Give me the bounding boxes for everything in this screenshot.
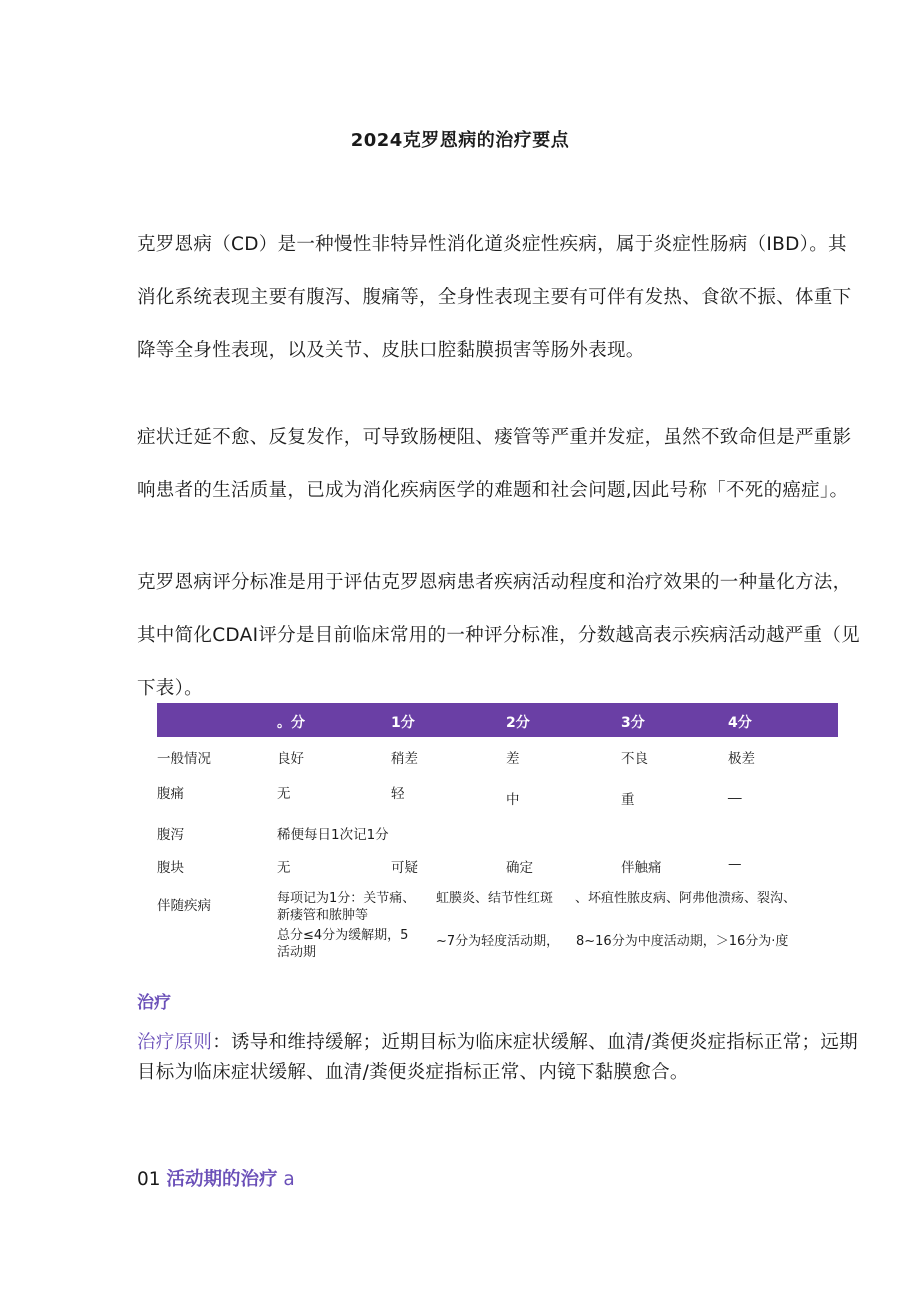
row-label: 伴随疾病 [157,898,211,914]
table-row [157,747,838,771]
table-header [157,703,838,737]
row-label: 腹块 [157,860,184,876]
accompany-cell: 、坏疽性脓皮病、阿弗他溃疡、裂沟、 [575,891,797,906]
accompany-cell [277,890,415,924]
summary-line: 总分≤4分为缓解期，5 [277,928,409,943]
header-score-4: 4分 [728,715,752,731]
summary-line: 活动期 [277,945,317,960]
treatment-heading: 治疗 [137,993,171,1013]
summary-cell [277,927,408,961]
table-cell: 稍差 [391,751,418,767]
table-row [157,823,838,847]
table-cell: 不良 [621,751,648,767]
header-score-3: 3分 [621,715,645,731]
table-cell: 伴触痛 [621,860,662,876]
table-cell: __ [728,784,742,800]
row-label: 一般情况 [157,751,211,767]
page-title: 2024克罗恩病的治疗要点 [350,130,570,151]
intro-paragraph: 克罗恩病（CD）是一种慢性非特异性消化道炎症性疾病，属于炎症性肠病（IBD）。其消化系统表现主要有腹泻、腹痛等，全身性表现主要有可伴有发热、食欲不振、体重下降等全身性表现，以及关节、皮肤口腔黏膜损害等肠外表现。 [137,234,852,361]
principle-label: 治疗原则 [137,1032,213,1053]
table-cell: 无 [277,786,291,802]
accompany-cell: 虹膜炎、结节性红斑 [436,891,554,906]
table-cell: 中 [506,792,520,808]
row-label: 腹痛 [157,786,184,802]
principle-text: ：诱导和维持缓解；近期目标为临床症状缓解、血清/粪便炎症指标正常；远期目标为临床症状缓解、血清/粪便炎症指标正常、内镜下黏膜愈合。 [137,1032,858,1083]
summary-cell: 8~16分为中度活动期，＞16分为·度 [576,934,789,949]
table-cell: 重 [621,792,635,808]
row-label: 腹泻 [157,827,184,843]
table-cell: 稀便每日1次记1分 [277,827,389,843]
scoring-paragraph: 克罗恩病评分标准是用于评估克罗恩病患者疾病活动程度和治疗效果的一种量化方法，其中简化CDAI评分是目前临床常用的一种评分标准，分数越高表示疾病活动越严重（见下表）。 [137,572,860,699]
table-row [157,782,838,806]
accompany-line: 每项记为1分：关节痛、 [277,891,416,906]
accompany-line: 新瘘管和脓肿等 [277,908,369,923]
section-number: 01 [137,1169,161,1190]
symptom-paragraph: 症状迁延不愈、反复发作，可导致肠梗阻、瘘管等严重并发症，虽然不致命但是严重影响患者的生活质量，已成为消化疾病医学的难题和社会问题,因此号称「不死的癌症」。 [137,427,852,501]
table-cell: 轻 [391,786,405,802]
table-cell: 极差 [728,751,755,767]
header-score-0: 。分 [277,715,305,731]
table-cell: 可疑 [391,860,418,876]
section-title: 活动期的治疗 [166,1169,278,1190]
table-cell: 确定 [506,860,533,876]
header-score-2: 2分 [506,715,530,731]
table-cell: — [728,856,742,872]
section-suffix: a [283,1169,295,1190]
active-phase-heading [137,1165,295,1191]
table-cell: 差 [506,751,520,767]
summary-cell: ~7分为轻度活动期， [436,934,560,949]
cdai-score-table [157,703,838,960]
table-cell: 无 [277,860,291,876]
table-row [157,856,838,880]
table-cell: 良好 [277,751,304,767]
treatment-principle [137,1028,862,1088]
header-score-1: 1分 [391,715,415,731]
